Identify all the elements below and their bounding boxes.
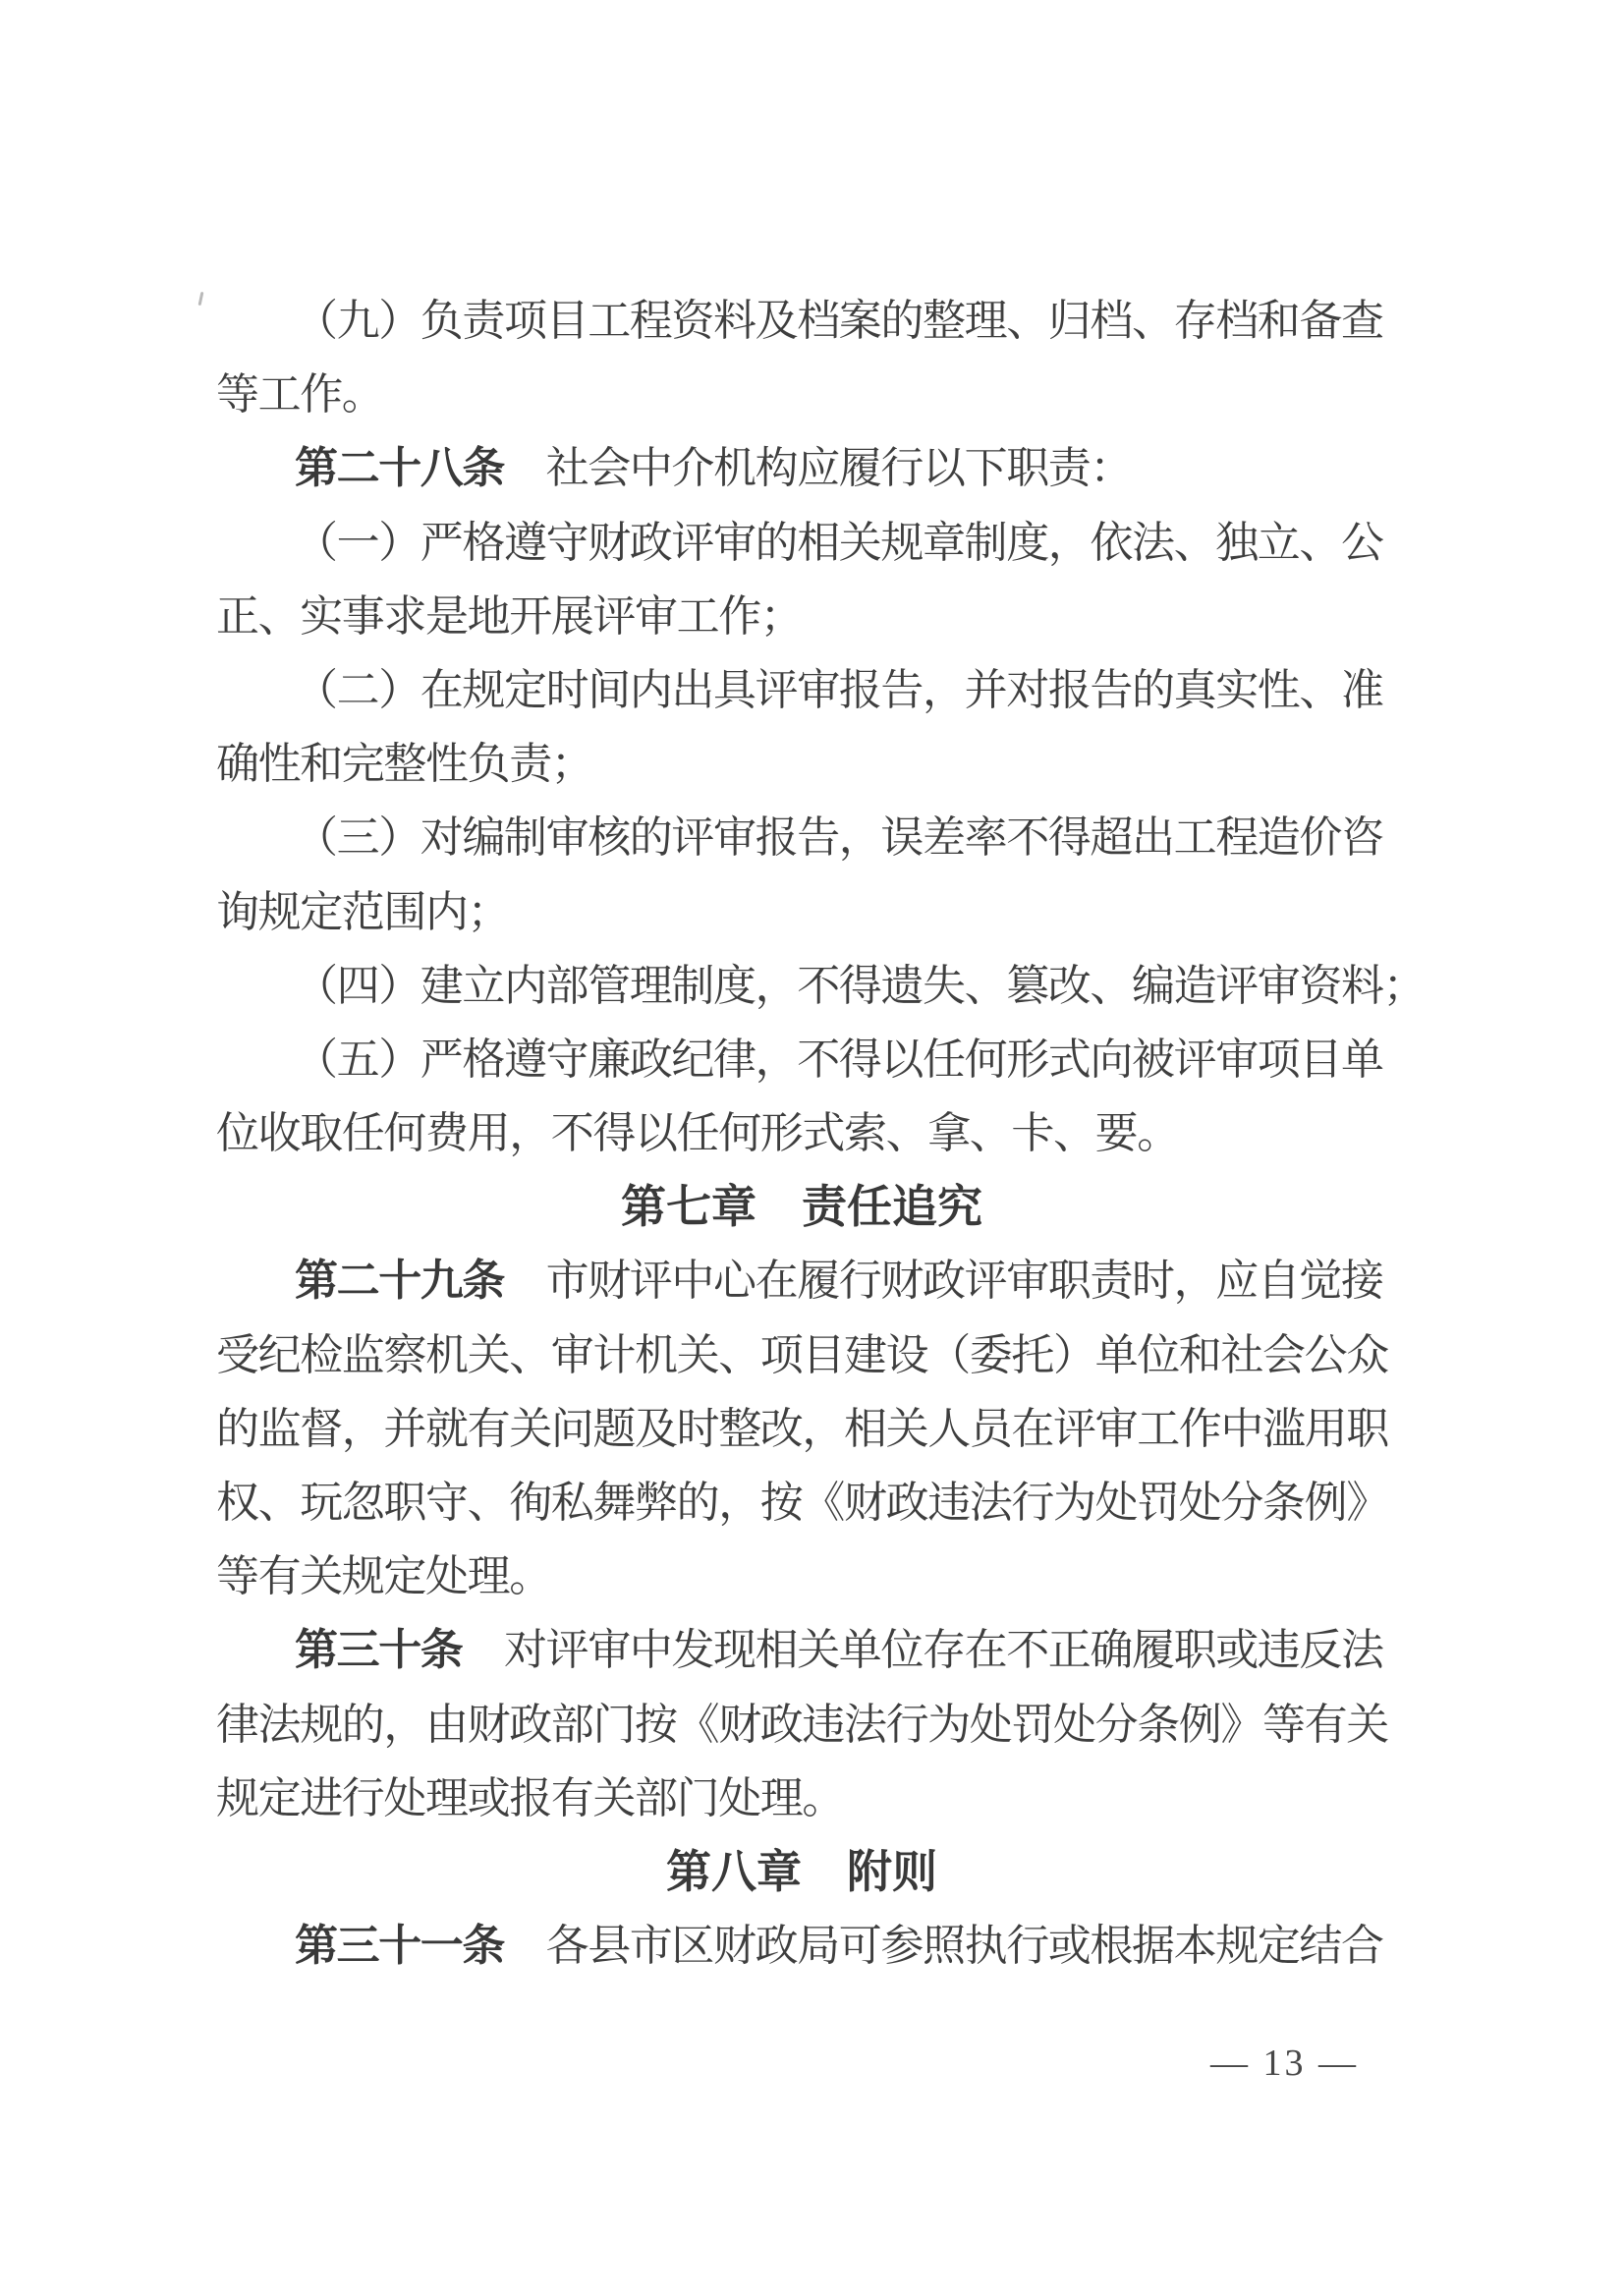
- text-line: 权、玩忽职守、徇私舞弊的，按《财政违法行为处罚处分条例》: [216, 1479, 1388, 1527]
- article-number: 第二十八条: [295, 444, 504, 493]
- page-number: — 13 —: [1210, 2043, 1359, 2084]
- text-line: 确性和完整性负责；: [216, 740, 593, 789]
- text-line: 正、实事求是地开展评审工作；: [216, 591, 803, 641]
- article-number: 第二十九条: [295, 1257, 504, 1306]
- line-text: 社会中介机构应履行以下职责：: [504, 444, 1132, 493]
- text-line: [216, 431, 1387, 505]
- text-line: [216, 1244, 1387, 1317]
- scan-artifact: [198, 292, 204, 306]
- chapter-heading: 第七章 责任追究: [621, 1181, 982, 1233]
- article-number: 第三十条: [295, 1626, 463, 1675]
- line-text: 各县市区财政局可参照执行或根据本规定结合: [504, 1922, 1383, 1971]
- text-line: 位收取任何费用，不得以任何形式索、拿、卡、要。: [216, 1109, 1179, 1158]
- text-line: （四）建立内部管理制度，不得遗失、篡改、编造评审资料；: [295, 961, 1426, 1010]
- text-line: 规定进行处理或报有关部门处理。: [216, 1773, 844, 1822]
- text-line: （九）负责项目工程资料及档案的整理、归档、存档和备查: [295, 297, 1383, 345]
- text-line: 的监督，并就有关问题及时整改，相关人员在评审工作中滥用职: [216, 1404, 1388, 1453]
- text-line: （三）对编制审核的评审报告，误差率不得超出工程造价咨: [295, 813, 1383, 863]
- text-line: （五）严格遵守廉政纪律，不得以任何形式向被评审项目单: [295, 1035, 1383, 1084]
- text-line: 等工作。: [216, 370, 384, 420]
- text-line: 询规定范围内；: [216, 887, 510, 936]
- text-line: 受纪检监察机关、审计机关、项目建设（委托）单位和社会公众: [216, 1330, 1388, 1379]
- text-line: 律法规的，由财政部门按《财政违法行为处罚处分条例》等有关: [216, 1700, 1388, 1749]
- line-text: 市财评中心在履行财政评审职责时，应自觉接: [504, 1257, 1383, 1306]
- text-line: （二）在规定时间内出具评审报告，并对报告的真实性、准: [295, 665, 1383, 714]
- document-body: [216, 284, 1426, 1983]
- text-line: （一）严格遵守财政评审的相关规章制度，依法、独立、公: [295, 518, 1383, 567]
- text-line: 等有关规定处理。: [216, 1552, 551, 1601]
- chapter-heading: 第八章 附则: [666, 1845, 937, 1897]
- text-line: [216, 1909, 1387, 1983]
- text-line: [216, 1613, 1387, 1687]
- line-text: 对评审中发现相关单位存在不正确履职或违反法: [462, 1626, 1383, 1675]
- article-number: 第三十一条: [295, 1922, 504, 1971]
